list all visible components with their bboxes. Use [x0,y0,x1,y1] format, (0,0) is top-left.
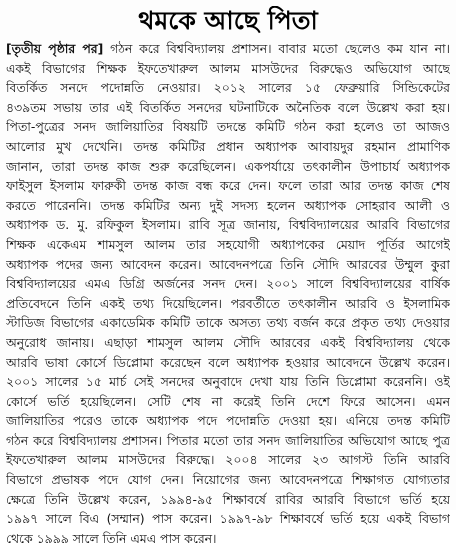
article-line: ফাইসুল ইসলাম ফারুকী তদন্ত কাজ বন্ধ করে দেন। ফলে তারা আর তদন্ত কাজ শেষ [6,178,450,194]
article-line: জানান, তারা তদন্ত কাজ শুরু করেছিলেন। একপর্যায়ে তৎকালীন উপাচার্য অধ্যাপক [6,158,450,174]
article-line: অধ্যাপক পদের জন্য আবেদন করেন। আবেদনপত্রে তিনি সৌদি আরবের উম্মুল কুরা [6,256,450,272]
article-line [6,39,450,59]
article-line: ১৯৯৭ সালে বিএ (সম্মান) পাস করেন। ১৯৯৭-৯৮ শিক্ষাবর্ষে ভর্তি হয়ে একই বিভাগ [6,511,450,527]
article-line: ক্ষেত্রে তিনি উল্লেখ করেন, ১৯৯৪-৯৫ শিক্ষাবর্ষে রাবির আরবি বিভাগে ভর্তি হয়ে [6,491,450,507]
article-line: অধ্যাপক ড. মু. রফিকুল ইসলাম। রাবি সূত্র জানায়, বিশ্ববিদ্যালয়ের আরবি বিভাগের [6,217,450,233]
article-line: বিভাগে প্রভাষক পদে যোগ দেন। নিয়োগের জন্য আবেদনপত্রে শিক্ষাগত যোগ্যতার [6,472,450,488]
article-body [6,39,450,548]
article-line: আলোর মুখ দেখেনি। তদন্ত কমিটির প্রধান অধ্যাপক আবায়দুর রহমান প্রামাণিক [6,138,450,154]
article-line: গঠন করে বিশ্ববিদ্যালয় প্রশাসন। পিতার মতো তার সনদ জালিয়াতির অভিযোগ আছে পুত্র [6,432,450,448]
article-line: জালিয়াতির পরেও তাকে অধ্যাপক পদে পদোন্নতি দেওয়া হয়। এনিয়ে তদন্ত কমিটি [6,413,450,429]
line-text: গঠন করে বিশ্ববিদ্যালয় প্রশাসন। বাবার মতো ছেলেও কম যান না। [110,41,450,56]
article-line: ইফতেখারুল আলম মাসউদের বিরুদ্ধে। ২০০৪ সালের ২৩ আগস্ট তিনি আরবি [6,452,450,468]
article-line: ৪৩৯তম সভায় তার এই বিতর্কিত সনদের ঘটনাটিকে অনৈতিক বলে উল্লেখ করা হয়। [6,99,450,115]
article-line: স্টাডিজ বিভাগের একাডেমিক কমিটি তাকে অসত্য তথ্য বর্জন করে প্রকৃত তথ্য দেওয়ার [6,315,450,331]
continued-from-marker: [তৃতীয় পৃষ্ঠার পর] [6,41,104,56]
article-headline: থমকে আছে পিতা [138,6,318,35]
article-line: আরবি ভাষা কোর্সে ডিপ্লোমা করেছেন বলে অধ্যাপক হওয়ার আবেদনে উল্লেখ করেন। [6,354,450,370]
article-line: পিতা-পুত্রের সনদ জালিয়াতির বিষয়টি তদন্তে কমিটি গঠন করা হলেও তা আজও [6,119,450,135]
article-line: একই বিভাগের শিক্ষক ইফতেখারুল আলম মাসউদের বিরুদ্ধেও অভিযোগ আছে [6,60,450,76]
article-line: বিশ্ববিদ্যালয়ের এমএ ডিগ্রি অর্জনের সনদ দেন। ২০০১ সালে বিশ্ববিদ্যালয়ের বার্ষিক [6,276,450,292]
article-line: ২০০১ সালের ১৫ মার্চ সেই সনদের অনুবাদে দেখা যায় তিনি ডিপ্লোমা করেননি। ওই [6,374,450,390]
article-line: বিতর্কিত সনদে পদোন্নতি নেওয়ার। ২০১২ সালের ১৫ ফেব্রুয়ারি সিন্ডিকেটের [6,80,450,96]
article-line: প্রতিবেদনে তিনি একই তথ্য দিয়েছিলেন। পরবর্তীতে তৎকালীন আরবি ও ইসলামিক [6,295,450,311]
article-line: থেকে ১৯৯৯ সালে তিনি এমএ পাস করেন। [6,530,217,546]
article-line: অনুরোধ জানায়। এছাড়া শামসুল আলম সৌদি আরবের একই বিশ্ববিদ্যালয় থেকে [6,334,450,350]
article-line: করতে পারেননি। তদন্ত কমিটির অন্য দুই সদস্য হলেন অধ্যাপক সোহরাব আলী ও [6,197,450,213]
article-line: কোর্সে ভর্তি হয়েছিলেন। সেটি শেষ না করেই তিনি দেশে ফিরে আসেন। এমন [6,393,450,409]
article-line: শিক্ষক একেএম শামসুল আলম তার সহযোগী অধ্যাপকের মেয়াদ পূর্তির আগেই [6,236,450,252]
